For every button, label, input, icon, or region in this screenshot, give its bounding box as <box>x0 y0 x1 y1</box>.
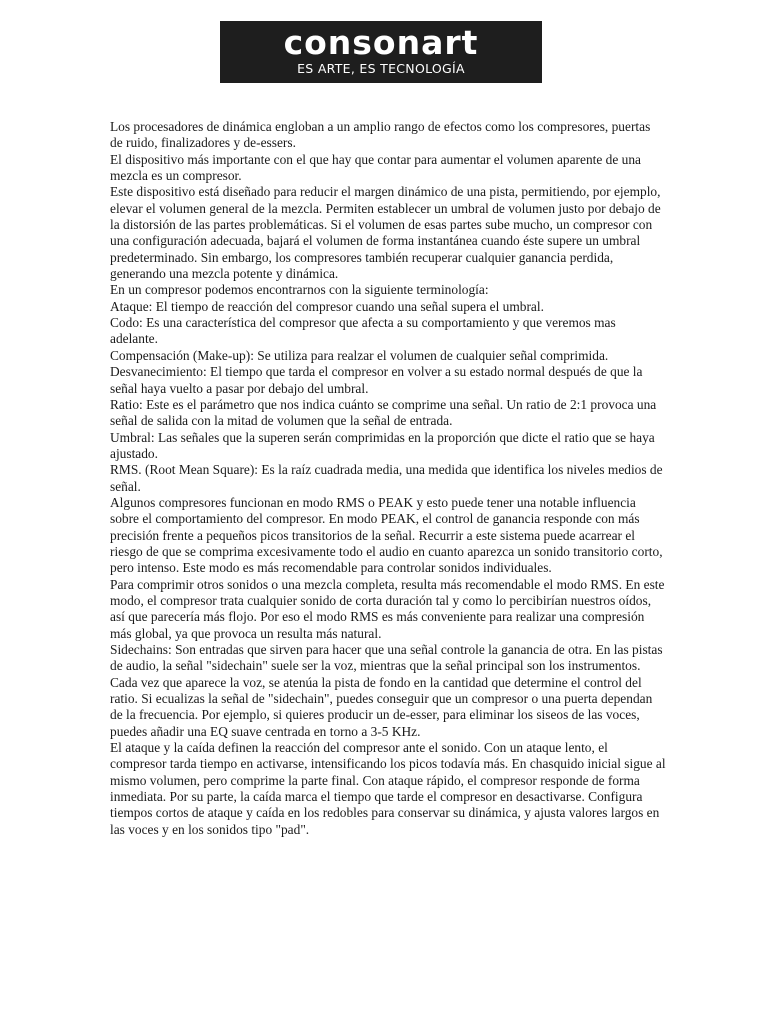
paragraph-sidechains: Sidechains: Son entradas que sirven para hacer que una señal controle la ganancia de otra. En las pistas de audio, la señal "sidechain" suele ser la voz, mientras que la señal principal son los instrumentos. Cada vez que aparece la voz, se atenúa la pista de fondo en la cantidad que determine el control del ratio. Si ecualizas la señal de "sidechain", puedes conseguir que un compresor o una puerta dependan de la frecuencia. Por ejemplo, si quieres producir un de-esser, para eliminar los siseos de las voces, puedes añadir una EQ suave centrada en torno a 3-5 KHz. <box>110 642 663 739</box>
paragraph-terminology-intro: En un compresor podemos encontrarnos con la siguiente terminología: <box>110 282 489 298</box>
paragraph-attack: Ataque: El tiempo de reacción del compresor cuando una señal supera el umbral. <box>110 298 544 314</box>
paragraph-knee: Codo: Es una característica del compresor que afecta a su comportamiento y que veremos mas adelante. <box>110 315 616 347</box>
paragraph-intro: Los procesadores de dinámica engloban a un amplio rango de efectos como los compresores, puertas de ruido, finalizadores y de-essers. <box>110 119 651 151</box>
paragraph-release: Desvanecimiento: El tiempo que tarda el compresor en volver a su estado normal después de que la señal haya vuelto a pasar por debajo del umbral. <box>110 364 643 396</box>
paragraph-rms-mode: Para comprimir otros sonidos o una mezcla completa, resulta más recomendable el modo RMS. En este modo, el compresor trata cualquier sonido de corta duración tal y como lo percibirían nuestros oídos, así que parecería más flojo. Por eso el modo RMS es más conveniente para realizar una compresión más global, ya que provoca un resulta más natural. <box>110 576 665 641</box>
paragraph-compressor: El dispositivo más importante con el que hay que contar para aumentar el volumen aparente de una mezcla es un compresor. <box>110 151 641 184</box>
paragraph-ratio: Ratio: Este es el parámetro que nos indica cuánto se comprime una señal. Un ratio de 2:1 provoca una señal de salida con la mitad de volumen que la señal de entrada. <box>110 396 657 429</box>
document-body <box>110 119 666 838</box>
paragraph-attack-release: El ataque y la caída definen la reacción del compresor ante el sonido. Con un ataque lento, el compresor tarda tiempo en activarse, intensificando los picos todavía más. En chasquido inicial sigue al mismo volumen, pero comprime la parte final. Con ataque rápido, el compresor responde de forma inmediata. Por su parte, la caída marca el tiempo que tarde el compresor en desactivarse. Configura tiempos cortos de ataque y caída en los redobles para conservar su dinámica, y ajusta valores largos en las voces y en los sonidos tipo "pad". <box>110 740 666 837</box>
logo-tagline: ES ARTE, ES TECNOLOGÍA <box>297 61 465 76</box>
paragraph-makeup: Compensación (Make-up): Se utiliza para realzar el volumen de cualquier señal comprimida. <box>110 347 609 363</box>
paragraph-rms-peak: Algunos compresores funcionan en modo RMS o PEAK y esto puede tener una notable influencia sobre el comportamiento del compresor. En modo PEAK, el control de ganancia responde con más precisión frente a pequeños picos transitorios de la señal. Recurrir a este sistema puede acarrear el riesgo de que se comprima excesivamente todo el audio en cuanto aparezca un sonido transitorio corto, pero intenso. Este modo es más recomendable para controlar sonidos individuales. <box>110 494 663 576</box>
paragraph-rms: RMS. (Root Mean Square): Es la raíz cuadrada media, una medida que identifica los niveles medios de señal. <box>110 462 663 494</box>
logo-wordmark: consonart <box>283 23 479 62</box>
paragraph-compressor-function: Este dispositivo está diseñado para reducir el margen dinámico de una pista, permitiendo, por ejemplo, elevar el volumen general de la mezcla. Permiten establecer un umbral de volumen justo por debajo de la distorsión de las partes problemáticas. Si el volumen de esas partes sube mucho, un compresor con una configuración adecuada, bajará el volumen de forma instantánea cuando éste supere un umbral predeterminado. Sin embargo, los compresores también recuperar cualquier ganancia perdida, generando una mezcla potente y dinámica. <box>110 184 661 282</box>
consonart-logo <box>220 21 542 83</box>
paragraph-threshold: Umbral: Las señales que la superen serán comprimidas en la proporción que dicte el ratio que se haya ajustado. <box>110 429 655 461</box>
